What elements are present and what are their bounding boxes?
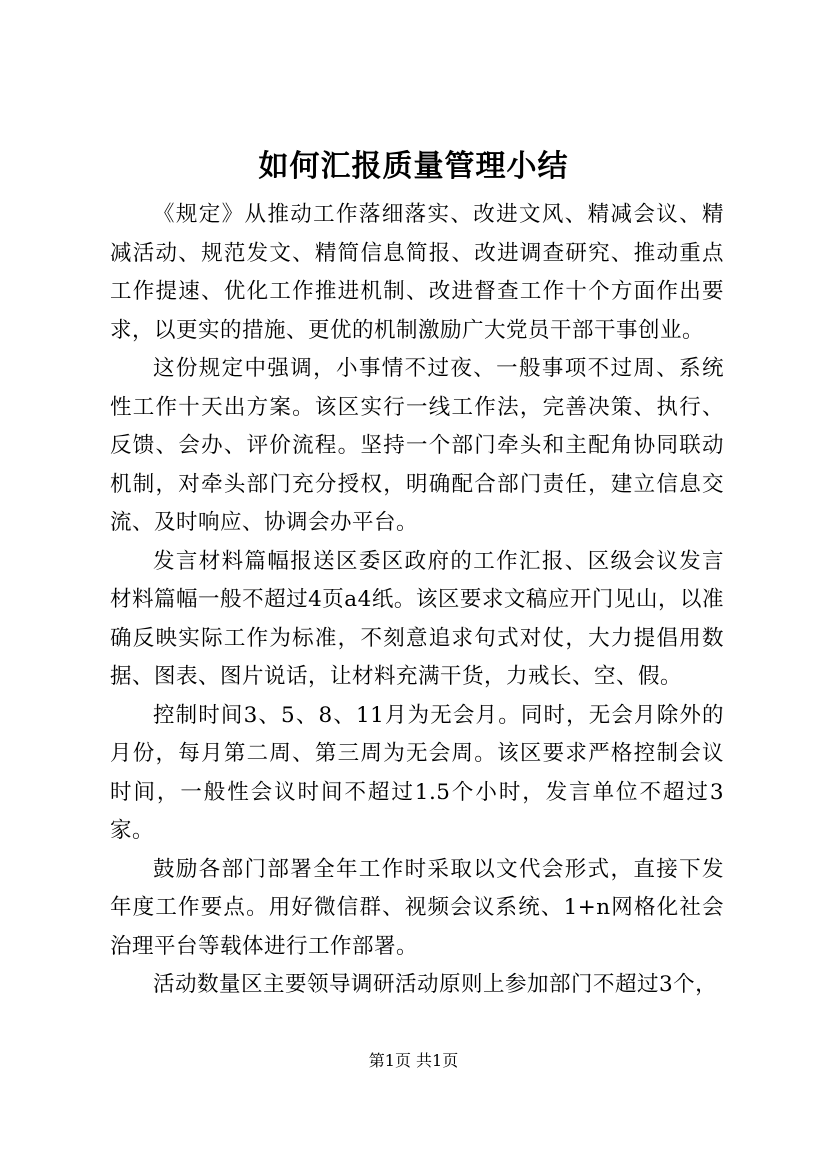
document-body (110, 196, 724, 1005)
paragraph-6: 活动数量区主要领导调研活动原则上参加部门不超过3个， (153, 972, 718, 997)
paragraph-1: 《规定》从推动工作落细落实、改进文风、精减会议、精减活动、规范发文、精简信息简报、改进调查研究、推动重点工作提速、优化工作推进机制、改进督查工作十个方面作出要求，以更实的措施、更优的机制激励广大党员干部干事创业。 (110, 202, 724, 343)
paragraph-5: 鼓励各部门部署全年工作时采取以文代会形式，直接下发年度工作要点。用好微信群、视频会议系统、1+n网格化社会治理平台等载体进行工作部署。 (110, 856, 724, 959)
paragraph-4: 控制时间3、5、8、11月为无会月。同时，无会月除外的月份，每月第二周、第三周为无会周。该区要求严格控制会议时间，一般性会议时间不超过1.5个小时，发言单位不超过3家。 (110, 702, 724, 843)
paragraph-3: 发言材料篇幅报送区委区政府的工作汇报、区级会议发言材料篇幅一般不超过4页a4纸。该区要求文稿应开门见山，以准确反映实际工作为标准，不刻意追求句式对仗，大力提倡用数据、图表、图片说话，让材料充满干货，力戒长、空、假。 (110, 548, 724, 689)
document-title: 如何汇报质量管理小结 (258, 149, 569, 184)
paragraph-2: 这份规定中强调，小事情不过夜、一般事项不过周、系统性工作十天出方案。该区实行一线工作法，完善决策、执行、反馈、会办、评价流程。坚持一个部门牵头和主配角协同联动机制，对牵头部门充分授权，明确配合部门责任，建立信息交流、及时响应、协调会办平台。 (110, 356, 724, 535)
page-footer: 第1页 共1页 (368, 1051, 459, 1070)
